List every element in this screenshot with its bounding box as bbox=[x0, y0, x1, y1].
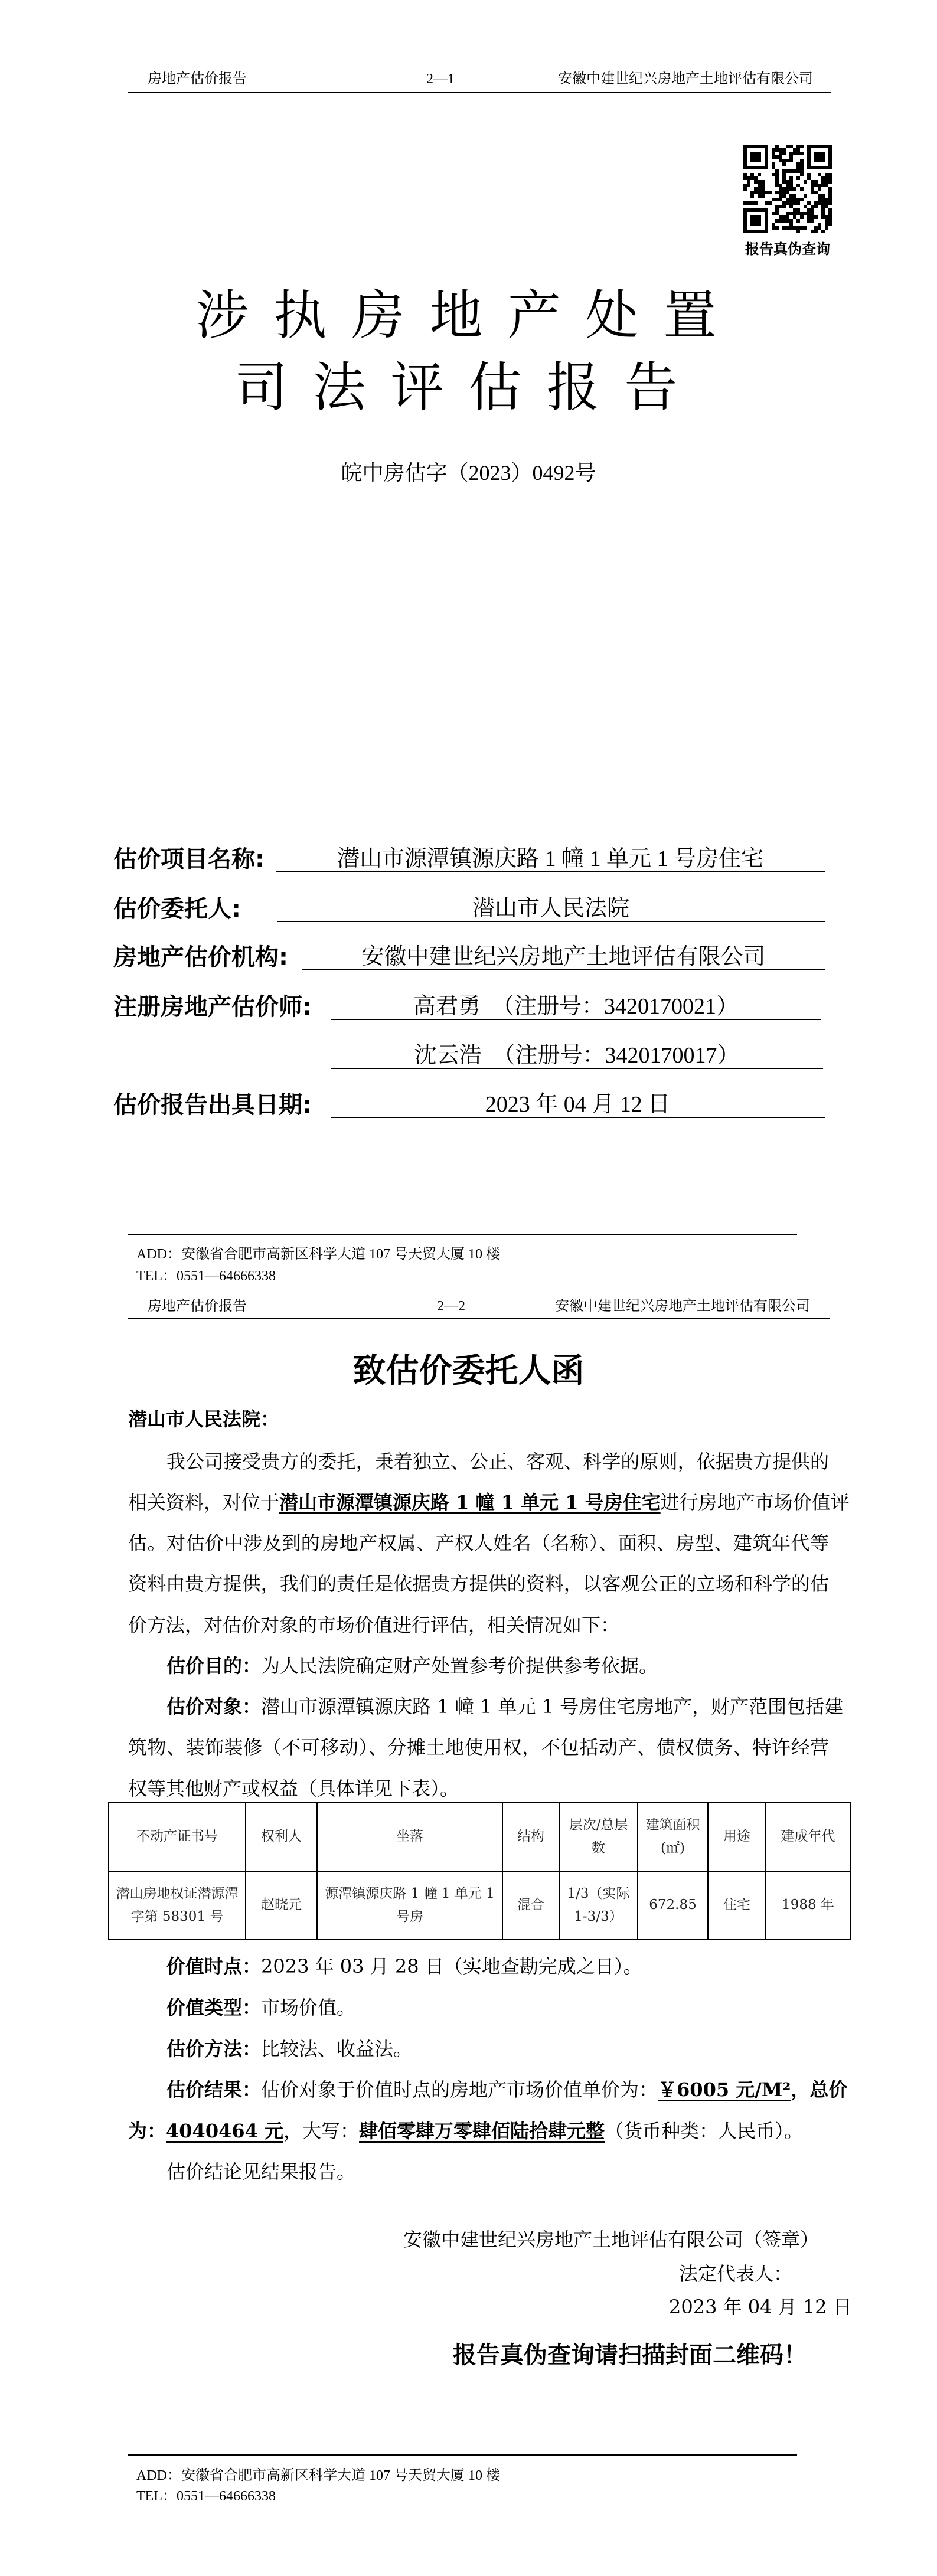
field-value-date: 2023 年 04 月 12 日 bbox=[331, 1093, 825, 1118]
table-header: 结构 bbox=[502, 1803, 559, 1871]
value-date-line bbox=[166, 1957, 642, 1976]
property-address: 潜山市源潭镇源庆路 1 幢 1 单元 1 号房住宅 bbox=[279, 1491, 661, 1513]
table-cell: 潜山房地权证潜源潭字第 58301 号 bbox=[109, 1871, 246, 1940]
intro-line: 资料由贵方提供，我们的责任是依据贵方提供的资料，以客观公正的立场和科学的估 bbox=[128, 1573, 829, 1595]
table-cell: 赵晓元 bbox=[246, 1871, 317, 1940]
header-right: 安徽中建世纪兴房地产土地评估有限公司 bbox=[555, 1299, 810, 1314]
intro-text: 相关资料，对位于 bbox=[128, 1491, 280, 1513]
header-page: 2—1 bbox=[426, 71, 455, 87]
value-type-label: 价值类型： bbox=[166, 1996, 262, 2019]
result-text: 估价对象于价值时点的房地产市场价值单价为： bbox=[261, 2078, 658, 2101]
intro-line: 我公司接受贵方的委托，秉着独立、公正、客观、科学的原则，依据贵方提供的 bbox=[166, 1450, 829, 1473]
value-date-label: 价值时点： bbox=[166, 1955, 262, 1977]
header-page: 2—2 bbox=[437, 1299, 465, 1314]
table-header: 层次/总层数 bbox=[559, 1803, 638, 1871]
qr-code-icon bbox=[743, 145, 832, 233]
header-divider bbox=[128, 1318, 830, 1319]
result-text: ，总价 bbox=[791, 2078, 848, 2101]
letter-greeting: 潜山市人民法院： bbox=[128, 1408, 280, 1430]
object-line bbox=[166, 1695, 844, 1718]
footer-address: ADD：安徽省合肥市高新区科学大道 107 号天贸大厦 10 楼 bbox=[136, 2468, 500, 2483]
table-header: 建成年代 bbox=[766, 1803, 850, 1871]
object-line: 权等其他财产或权益（具体详见下表）。 bbox=[128, 1777, 459, 1800]
intro-line: 估。对估价中涉及到的房地产权属、产权人姓名（名称）、面积、房型、建筑年代等 bbox=[128, 1532, 829, 1554]
field-label-agency: 房地产估价机构: bbox=[113, 944, 288, 971]
doc-number: 皖中房估字（2023）0492号 bbox=[341, 461, 596, 485]
value-type-line bbox=[166, 1998, 355, 2017]
method-line bbox=[166, 2039, 412, 2058]
table-header-row bbox=[109, 1803, 850, 1871]
table-cell: 住宅 bbox=[708, 1871, 766, 1940]
table-header: 不动产证书号 bbox=[109, 1803, 246, 1871]
method-label: 估价方法： bbox=[166, 2038, 262, 2060]
table-cell: 源潭镇源庆路 1 幢 1 单元 1 号房 bbox=[317, 1871, 502, 1940]
intro-line bbox=[128, 1491, 850, 1513]
object-line: 筑物、装饰装修（不可移动）、分摊土地使用权，不包括动产、债权债务、特许经营 bbox=[128, 1736, 829, 1758]
table-cell: 1/3（实际 1-3/3） bbox=[559, 1871, 638, 1940]
value-type: 市场价值。 bbox=[261, 1996, 356, 2019]
intro-line: 价方法，对估价对象的市场价值进行评估，相关情况如下： bbox=[128, 1614, 620, 1636]
verify-note: 报告真伪查询请扫描封面二维码！ bbox=[453, 2342, 807, 2369]
header-divider bbox=[128, 92, 831, 93]
total-price: 4040464 元 bbox=[166, 2120, 284, 2142]
purpose-line bbox=[166, 1656, 658, 1675]
table-cell: 672.85 bbox=[638, 1871, 708, 1940]
footer-tel: TEL：0551—64666338 bbox=[136, 2489, 276, 2504]
table-cell: 混合 bbox=[502, 1871, 559, 1940]
table-header: 建筑面积(㎡) bbox=[638, 1803, 708, 1871]
cover-title-line1: 涉执房地产处置 bbox=[195, 285, 742, 346]
field-value-client: 潜山市人民法院 bbox=[277, 897, 825, 922]
purpose-value: 为人民法院确定财产处置参考价提供参考依据。 bbox=[261, 1655, 658, 1677]
field-value-project: 潜山市源潭镇源庆路 1 幢 1 单元 1 号房住宅 bbox=[276, 848, 825, 872]
footer-divider bbox=[128, 2454, 797, 2456]
field-label-project: 估价项目名称: bbox=[113, 846, 265, 873]
footer-address: ADD：安徽省合肥市高新区科学大道 107 号天贸大厦 10 楼 bbox=[136, 1247, 500, 1262]
unit-price: ￥6005 元/M² bbox=[658, 2078, 791, 2101]
purpose-label: 估价目的： bbox=[166, 1655, 262, 1677]
result-label: 估价结果： bbox=[166, 2078, 262, 2101]
property-table bbox=[108, 1802, 851, 1940]
result-text: （货币种类：人民币）。 bbox=[605, 2120, 804, 2142]
table-cell: 1988 年 bbox=[766, 1871, 850, 1940]
table-header: 权利人 bbox=[246, 1803, 317, 1871]
header-left: 房地产估价报告 bbox=[148, 71, 247, 87]
letter-title: 致估价委托人函 bbox=[352, 1352, 585, 1390]
qr-label: 报告真伪查询 bbox=[745, 241, 830, 257]
field-label-client: 估价委托人: bbox=[113, 895, 241, 923]
table-header: 用途 bbox=[708, 1803, 766, 1871]
field-label-appraiser: 注册房地产估价师: bbox=[113, 993, 312, 1021]
header-right: 安徽中建世纪兴房地产土地评估有限公司 bbox=[558, 71, 813, 87]
result-text: 为： bbox=[128, 2120, 166, 2142]
object-value: 潜山市源潭镇源庆路 1 幢 1 单元 1 号房住宅房地产，财产范围包括建 bbox=[261, 1695, 844, 1718]
field-value-appraiser-1: 高君勇 （注册号：3420170021） bbox=[331, 995, 821, 1020]
field-value-appraiser-2: 沈云浩 （注册号：3420170017） bbox=[331, 1044, 823, 1069]
field-label-date: 估价报告出具日期: bbox=[113, 1091, 312, 1119]
footer-divider bbox=[128, 1234, 797, 1235]
field-value-agency: 安徽中建世纪兴房地产土地评估有限公司 bbox=[302, 946, 825, 970]
object-label: 估价对象： bbox=[166, 1695, 262, 1718]
result-text: ，大写： bbox=[283, 2120, 360, 2142]
table-header: 坐落 bbox=[317, 1803, 502, 1871]
result-line bbox=[128, 2121, 803, 2140]
letter-date: 2023 年 04 月 12 日 bbox=[669, 2296, 852, 2318]
method: 比较法、收益法。 bbox=[261, 2038, 413, 2060]
cover-title-line2: 司法评估报告 bbox=[234, 357, 703, 419]
intro-text: 进行房地产市场价值评 bbox=[660, 1491, 850, 1513]
signature-company: 安徽中建世纪兴房地产土地评估有限公司（签章） bbox=[403, 2228, 820, 2251]
header-left: 房地产估价报告 bbox=[148, 1299, 247, 1314]
total-price-upper: 肆佰零肆万零肆佰陆拾肆元整 bbox=[359, 2120, 605, 2142]
legal-representative: 法定代表人： bbox=[679, 2263, 793, 2285]
table-row bbox=[109, 1871, 850, 1940]
footer-tel: TEL：0551—64666338 bbox=[136, 1269, 276, 1284]
value-date: 2023 年 03 月 28 日（实地查勘完成之日）。 bbox=[261, 1955, 642, 1977]
conclusion: 估价结论见结果报告。 bbox=[166, 2160, 356, 2183]
result-line bbox=[166, 2078, 848, 2101]
